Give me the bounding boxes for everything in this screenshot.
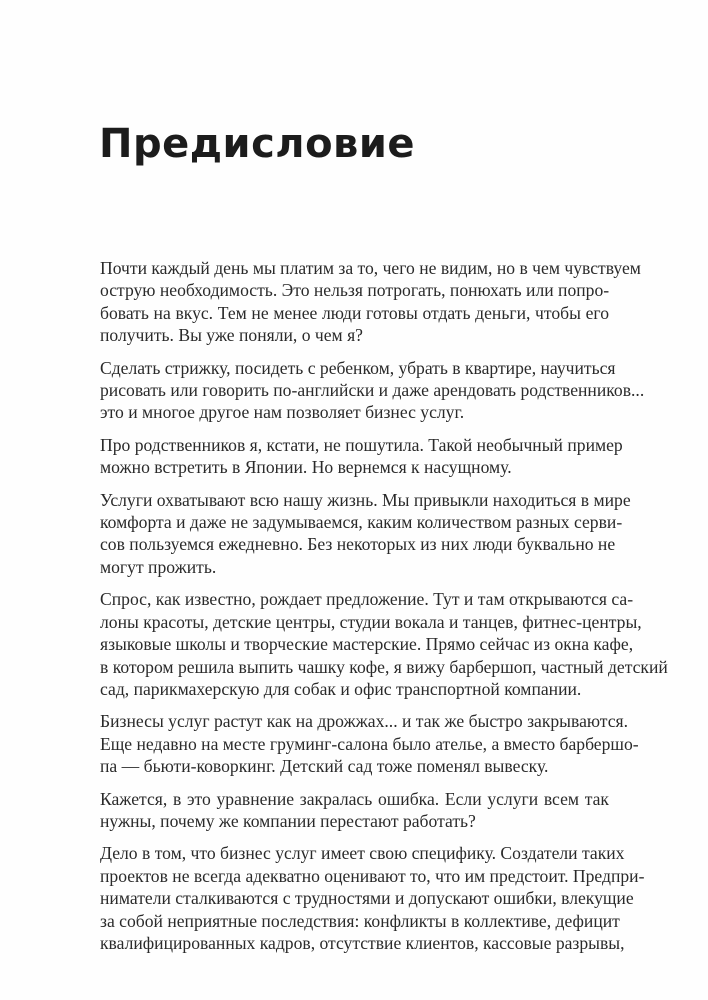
paragraph: [100, 588, 668, 700]
body-text: [100, 257, 668, 964]
paragraph: [100, 257, 641, 347]
text-line: Почти каждый день мы платим за то, чего не видим, но в чем чувствуем: [100, 258, 641, 278]
text-line: Еще недавно на месте груминг-салона было ателье, а вместо барбершо-: [100, 733, 639, 754]
paragraph: [100, 434, 623, 479]
paragraph: [100, 710, 639, 777]
text-line: проектов не всегда адекватно оценивают то, что им предстоит. Предпри-: [100, 865, 645, 886]
text-line: Про родственников я, кстати, не пошутила. Такой необычный пример: [100, 434, 623, 455]
text-line: в котором решила выпить чашку кофе, я вижу барбершоп, частный детский: [100, 656, 668, 677]
text-line: получить. Вы уже поняли, о чем я?: [100, 325, 363, 346]
text-line: Дело в том, что бизнес услуг имеет свою специфику. Создатели таких: [100, 843, 625, 864]
text-line: ниматели сталкиваются с трудностями и допускают ошибки, влекущие: [100, 888, 634, 909]
text-line: острую необходимость. Это нельзя потрогать, понюхать или попро-: [100, 280, 610, 301]
text-line: рисовать или говорить по-английски и даже арендовать родственников...: [100, 380, 645, 401]
text-line: сов пользуемся ежедневно. Без некоторых из них люди буквально не: [100, 534, 616, 555]
paragraph: [100, 357, 645, 424]
paragraph: [100, 489, 631, 579]
text-line: Бизнесы услуг растут как на дрожжах... и так же быстро закрываются.: [100, 711, 628, 732]
text-line: за собой неприятные последствия: конфликты в коллективе, дефицит: [100, 910, 620, 931]
text-line: нужны, почему же компании перестают работать?: [100, 810, 476, 831]
paragraph: [100, 842, 645, 954]
text-line: Спрос, как известно, рождает предложение. Тут и там открываются са-: [100, 589, 634, 610]
text-line: Сделать стрижку, посидеть с ребенком, убрать в квартире, научиться: [100, 357, 616, 378]
text-line: Кажется, в это уравнение закралась ошибка. Если услуги всем так: [100, 788, 609, 809]
paragraph: [100, 788, 609, 833]
text-line: лоны красоты, детские центры, студии вокала и танцев, фитнес-центры,: [100, 611, 642, 632]
text-line: можно встретить в Японии. Но вернемся к насущному.: [100, 457, 512, 478]
text-line: языковые школы и творческие мастерские. Прямо сейчас из окна кафе,: [100, 634, 634, 655]
text-line: это и многое другое нам позволяет бизнес услуг.: [100, 402, 465, 423]
text-line: сад, парикмахерскую для собак и офис транспортной компании.: [100, 678, 582, 699]
text-line: бовать на вкус. Тем не менее люди готовы отдать деньги, чтобы его: [100, 302, 609, 323]
text-line: па — бьюти-коворкинг. Детский сад тоже поменял вывеску.: [100, 756, 549, 777]
text-line: комфорта и даже не задумываемся, каким количеством разных серви-: [100, 512, 623, 533]
text-line: квалифицированных кадров, отсутствие клиентов, кассовые разрывы,: [100, 932, 625, 953]
text-line: Услуги охватывают всю нашу жизнь. Мы привыкли находиться в мире: [100, 489, 631, 510]
chapter-title: Предисловие: [99, 121, 416, 167]
text-line: могут прожить.: [100, 556, 217, 577]
